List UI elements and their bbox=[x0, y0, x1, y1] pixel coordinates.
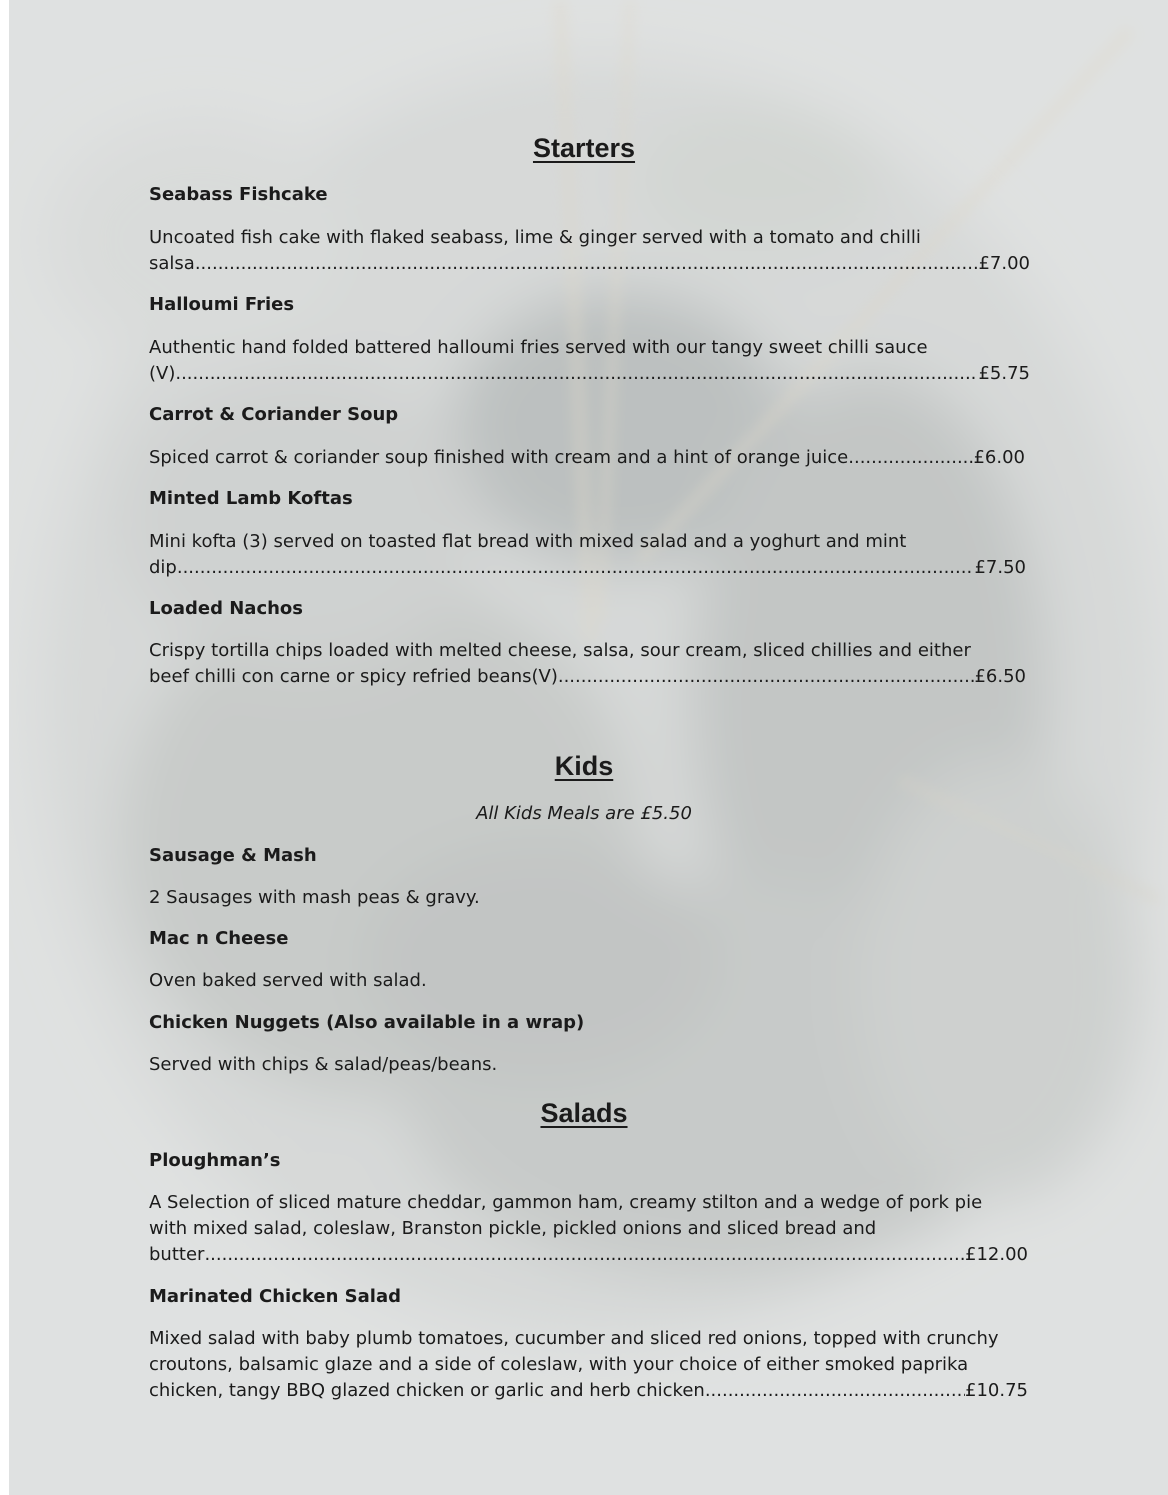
item-price: £7.00 bbox=[978, 253, 1030, 274]
item-price: £5.75 bbox=[978, 363, 1030, 384]
item-price: £6.00 bbox=[973, 447, 1025, 468]
description-price-line bbox=[149, 1242, 1028, 1268]
item-name-carrot-coriander-soup: Carrot & Coriander Soup bbox=[149, 404, 399, 425]
item-description-ploughmans bbox=[149, 1190, 1028, 1268]
item-description-mac-n-cheese bbox=[149, 968, 1029, 994]
description-line-end: Spiced carrot & coriander soup finished with cream and a hint of orange juice bbox=[149, 447, 849, 468]
item-name-chicken-nuggets: Chicken Nuggets (Also available in a wrap) bbox=[149, 1012, 585, 1033]
description-line: Mini kofta (3) served on toasted flat bread with mixed salad and a yoghurt and mint bbox=[149, 531, 907, 552]
description-line: croutons, balsamic glaze and a side of coleslaw, with your choice of either smoked paprika bbox=[149, 1354, 969, 1375]
item-name-loaded-nachos: Loaded Nachos bbox=[149, 598, 304, 619]
description-price-line bbox=[149, 251, 1030, 277]
description-line: Uncoated fish cake with flaked seabass, lime & ginger served with a tomato and chilli bbox=[149, 227, 921, 248]
item-price: £10.75 bbox=[965, 1380, 1028, 1401]
description-price-line bbox=[149, 555, 1026, 581]
section-title-kids: Kids bbox=[554, 751, 614, 781]
item-description-halloumi-fries bbox=[149, 335, 1030, 387]
description-line-end: dip bbox=[149, 557, 177, 578]
description-line: Served with chips & salad/peas/beans. bbox=[149, 1054, 498, 1075]
item-name-ploughmans: Ploughman’s bbox=[149, 1150, 281, 1171]
section-title-salads: Salads bbox=[540, 1098, 628, 1128]
item-description-chicken-nuggets bbox=[149, 1052, 1029, 1078]
item-name-seabass-fishcake: Seabass Fishcake bbox=[149, 184, 328, 205]
description-line: with mixed salad, coleslaw, Branston pickle, pickled onions and sliced bread and bbox=[149, 1218, 877, 1239]
item-name-mac-n-cheese: Mac n Cheese bbox=[149, 928, 289, 949]
description-line-end: chicken, tangy BBQ glazed chicken or garlic and herb chicken bbox=[149, 1380, 705, 1401]
description-price-line bbox=[149, 664, 1026, 690]
dot-leader bbox=[195, 251, 979, 277]
description-price-line bbox=[149, 445, 1025, 471]
kids-price-note: All Kids Meals are £5.50 bbox=[476, 803, 692, 824]
item-name-marinated-chicken-salad: Marinated Chicken Salad bbox=[149, 1286, 401, 1307]
item-description-carrot-coriander-soup bbox=[149, 445, 1025, 471]
item-price: £7.50 bbox=[974, 557, 1026, 578]
item-price: £6.50 bbox=[974, 666, 1026, 687]
description-price-line bbox=[149, 1378, 1028, 1404]
item-description-sausage-mash bbox=[149, 885, 1029, 911]
description-line-end: (V) bbox=[149, 363, 176, 384]
description-line: A Selection of sliced mature cheddar, gammon ham, creamy stilton and a wedge of pork pie bbox=[149, 1192, 983, 1213]
dot-leader bbox=[558, 664, 975, 690]
item-name-minted-lamb-koftas: Minted Lamb Koftas bbox=[149, 488, 353, 509]
description-line: Authentic hand folded battered halloumi fries served with our tangy sweet chilli sauce bbox=[149, 337, 928, 358]
dot-leader bbox=[177, 555, 975, 581]
dot-leader bbox=[705, 1378, 965, 1404]
description-line-end: salsa bbox=[149, 253, 195, 274]
item-name-sausage-mash: Sausage & Mash bbox=[149, 845, 317, 866]
description-line: Crispy tortilla chips loaded with melted cheese, salsa, sour cream, sliced chillies and either bbox=[149, 640, 971, 661]
item-description-minted-lamb-koftas bbox=[149, 529, 1026, 581]
dot-leader bbox=[175, 361, 978, 387]
item-description-seabass-fishcake bbox=[149, 225, 1030, 277]
item-price: £12.00 bbox=[965, 1244, 1028, 1265]
description-line: 2 Sausages with mash peas & gravy. bbox=[149, 887, 480, 908]
item-description-loaded-nachos bbox=[149, 638, 1026, 690]
item-description-marinated-chicken-salad bbox=[149, 1326, 1028, 1404]
dot-leader bbox=[848, 445, 973, 471]
description-price-line bbox=[149, 361, 1030, 387]
description-line: Oven baked served with salad. bbox=[149, 970, 427, 991]
description-line-end: beef chilli con carne or spicy refried beans(V) bbox=[149, 666, 558, 687]
dot-leader bbox=[204, 1242, 965, 1268]
section-title-starters: Starters bbox=[532, 133, 636, 163]
description-line-end: butter bbox=[149, 1244, 205, 1265]
item-name-halloumi-fries: Halloumi Fries bbox=[149, 294, 295, 315]
description-line: Mixed salad with baby plumb tomatoes, cucumber and sliced red onions, topped with crunchy bbox=[149, 1328, 999, 1349]
